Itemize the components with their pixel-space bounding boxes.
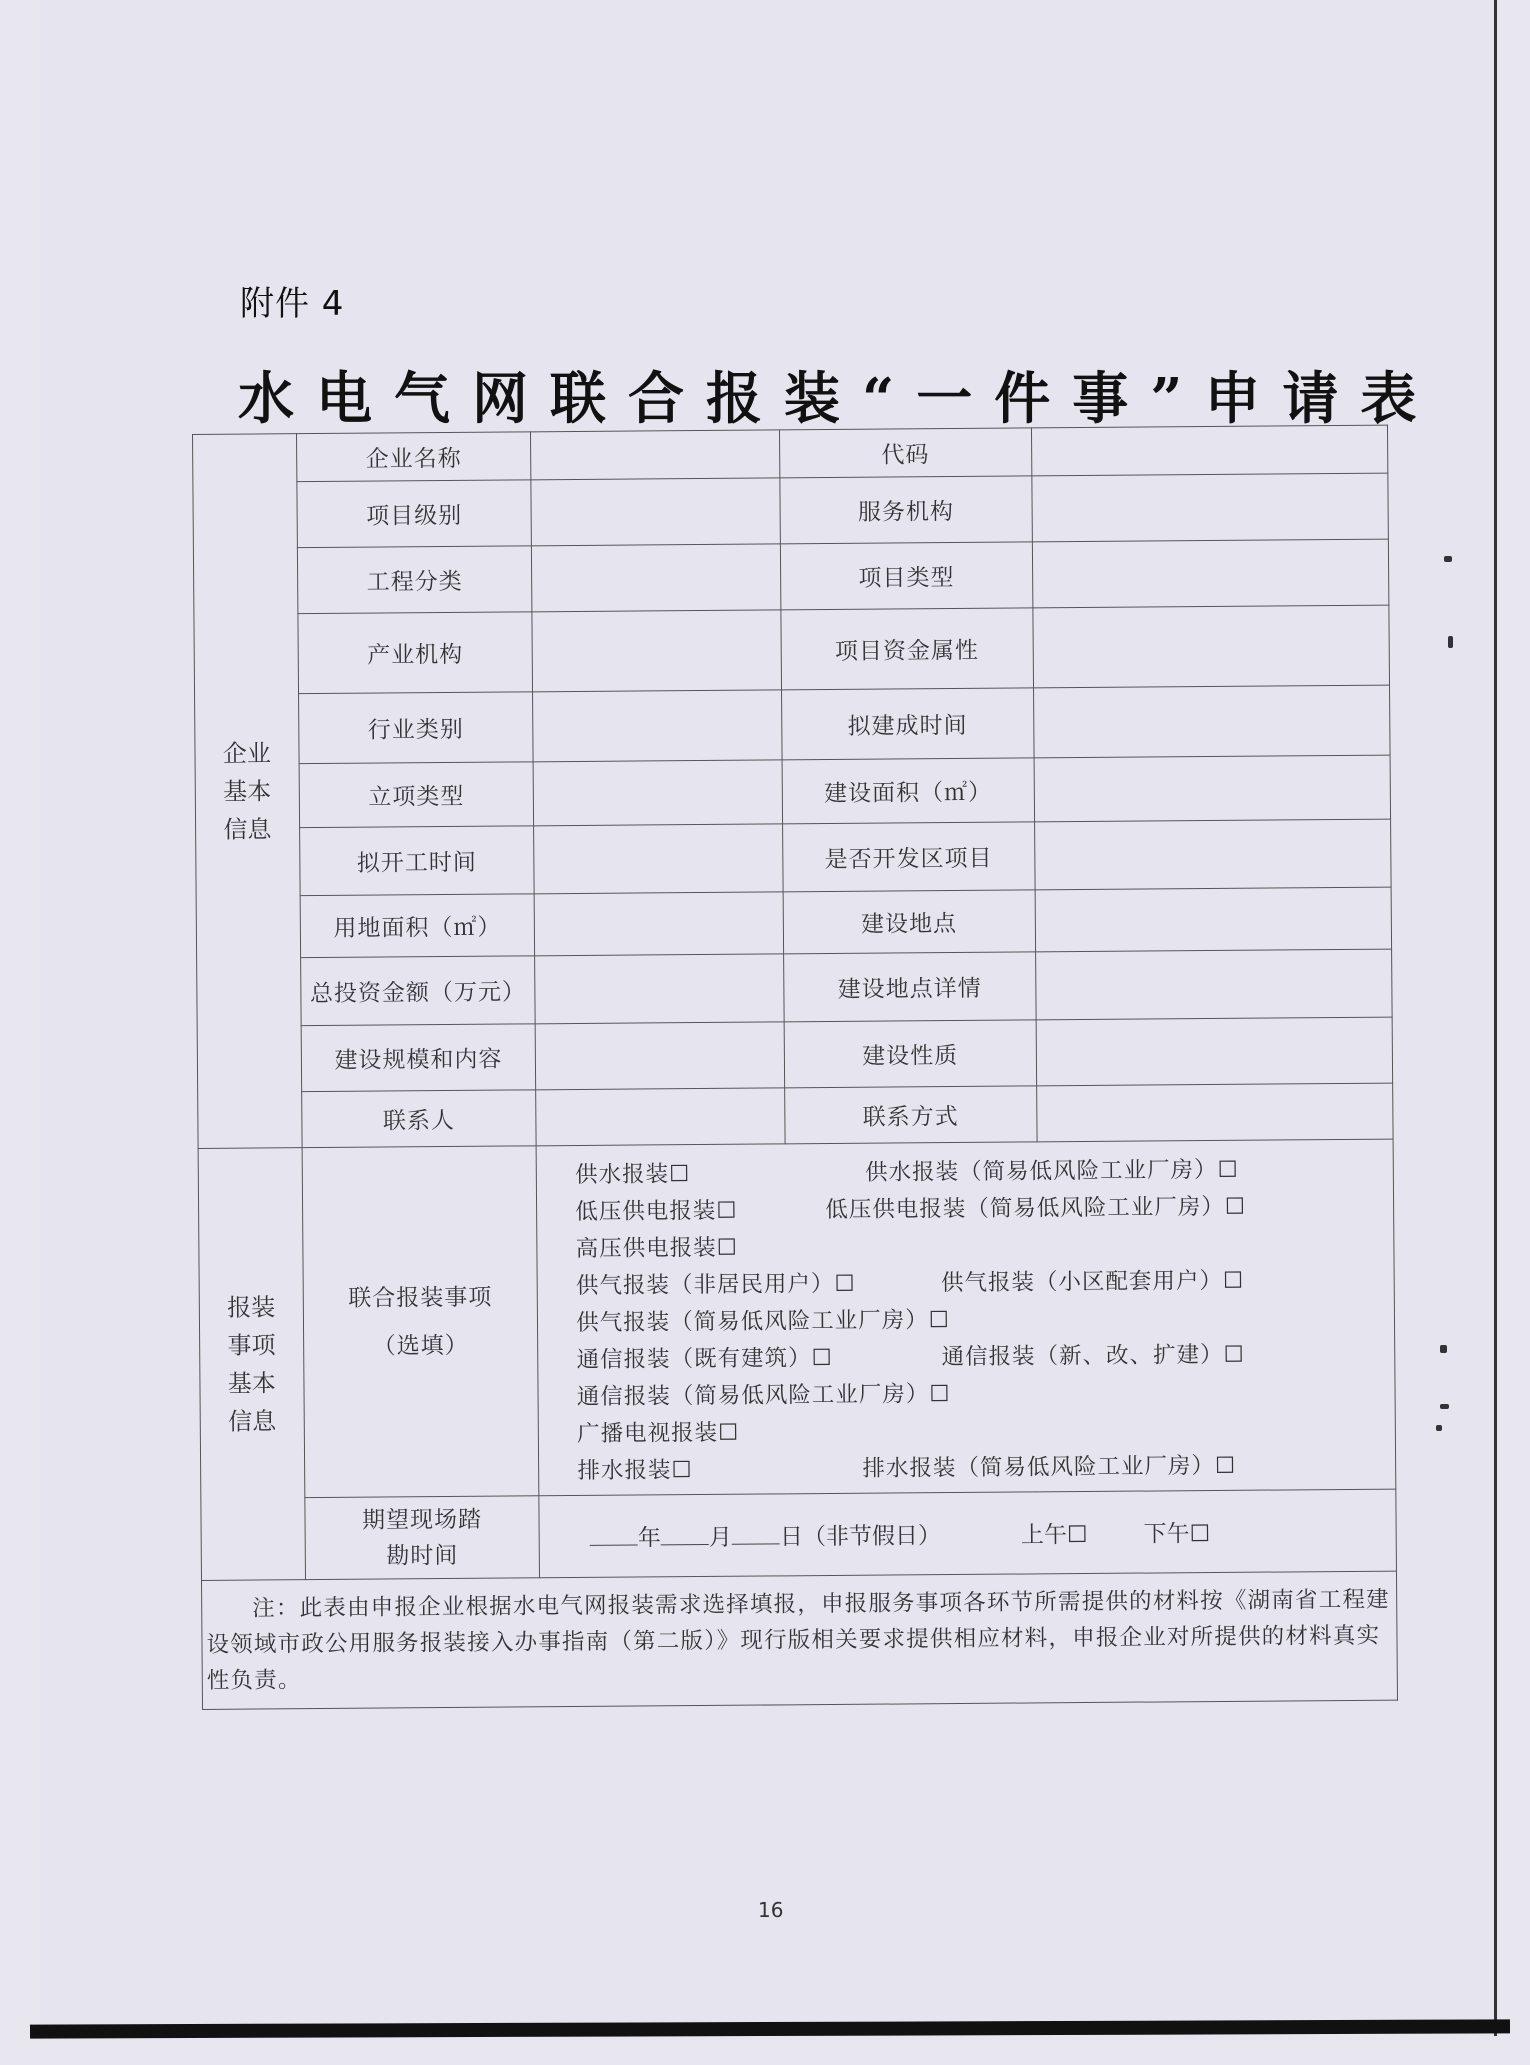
option-checkbox[interactable]: 排水报装☐ (577, 1456, 693, 1484)
field-value-input[interactable] (533, 760, 782, 826)
table-row (198, 1083, 1393, 1148)
table-row (201, 1489, 1397, 1580)
option-checkbox[interactable]: 高压供电报装☐ (575, 1234, 738, 1262)
table-row (197, 949, 1392, 1026)
apply-items-optional: （选填） (372, 1332, 469, 1360)
field-label: 建设规模和内容 (301, 1024, 536, 1092)
section-label-line: 信息 (223, 814, 272, 844)
field-label: 是否开发区项目 (782, 822, 1035, 892)
section-label-line: 企业 (222, 738, 271, 768)
field-value-input[interactable] (535, 954, 784, 1024)
option-checkbox[interactable]: 通信报装（新、改、扩建）☐ (941, 1341, 1245, 1370)
field-label: 项目类型 (780, 542, 1033, 610)
field-label: 服务机构 (779, 476, 1032, 544)
field-label: 总投资金额（万元） (300, 956, 535, 1026)
survey-time-label-line: 勘时间 (386, 1542, 459, 1570)
year-input[interactable] (590, 1527, 638, 1546)
option-checkbox[interactable]: 供气报装（小区配套用户）☐ (940, 1267, 1245, 1296)
option-row (577, 1407, 1395, 1450)
field-label: 拟建成时间 (781, 688, 1034, 760)
field-label: 立项类型 (299, 762, 534, 828)
field-value-input[interactable] (1036, 949, 1393, 1020)
option-checkbox[interactable]: 排水报装（简易低风险工业厂房）☐ (862, 1452, 1237, 1482)
table-row (202, 1571, 1398, 1709)
option-checkbox[interactable]: 通信报装（简易低风险工业厂房）☐ (576, 1380, 951, 1410)
field-value-input[interactable] (1032, 539, 1389, 608)
scan-edge-right (1494, 0, 1497, 2036)
option-checkbox[interactable]: 广播电视报装☐ (577, 1419, 740, 1447)
section-label-line: 信息 (228, 1406, 277, 1436)
option-checkbox[interactable]: 供水报装☐ (574, 1160, 691, 1188)
form-note: 注：此表由申报企业根据水电气网报装需求选择填报，申报服务事项各环节所需提供的材料按《湖南省工程建设领域市政公用服务报装接入办事指南（第二版）》现行版相关要求提供相应材料，申报企业对所提供的材料真实性负责。 (202, 1571, 1398, 1709)
option-row (575, 1222, 1393, 1265)
field-label: 拟开工时间 (299, 826, 534, 896)
field-label: 建设地点 (783, 890, 1036, 954)
field-label: 联系人 (301, 1090, 536, 1148)
option-row (575, 1185, 1393, 1228)
field-value-input[interactable] (534, 824, 783, 894)
field-value-input[interactable] (1037, 1083, 1393, 1142)
option-row (576, 1333, 1394, 1376)
field-label: 产业机构 (298, 612, 533, 694)
field-value-input[interactable] (1035, 887, 1391, 952)
afternoon-checkbox[interactable]: 下午☐ (1143, 1521, 1211, 1548)
field-label: 联系方式 (784, 1086, 1037, 1144)
survey-time-fields (539, 1489, 1396, 1578)
option-checkbox[interactable]: 低压供电报装☐ (575, 1197, 738, 1225)
field-label: 建设地点详情 (783, 952, 1036, 1022)
field-label: 代码 (779, 428, 1032, 478)
field-value-input[interactable] (1034, 755, 1391, 822)
field-value-input[interactable] (536, 1088, 785, 1146)
page-number: 16 (758, 1898, 784, 1922)
scan-speck (1448, 636, 1453, 648)
field-value-input[interactable] (532, 610, 781, 692)
option-checkbox[interactable]: 供水报装（简易低风险工业厂房）☐ (864, 1156, 1239, 1186)
table-row (193, 539, 1388, 614)
day-label: 日（非节假日） (779, 1523, 942, 1551)
field-value-input[interactable] (532, 544, 781, 612)
table-row (196, 887, 1391, 958)
field-label: 用地面积（㎡） (300, 894, 535, 958)
scan-speck (1436, 1425, 1442, 1431)
table-row (193, 473, 1388, 548)
option-row (575, 1148, 1393, 1191)
option-checkbox[interactable]: 低压供电报装（简易低风险工业厂房）☐ (825, 1193, 1247, 1223)
apply-options-group (536, 1139, 1395, 1496)
apply-items-title: 联合报装事项 (348, 1284, 493, 1312)
option-row (576, 1259, 1394, 1302)
option-row (577, 1444, 1395, 1487)
field-label: 工程分类 (297, 546, 532, 614)
spacer (941, 1543, 1021, 1544)
month-input[interactable] (661, 1526, 709, 1545)
scan-speck (1440, 1404, 1449, 1409)
section-label-line: 事项 (227, 1330, 276, 1360)
option-checkbox[interactable]: 供气报装（非居民用户）☐ (575, 1270, 856, 1299)
field-value-input[interactable] (534, 892, 783, 956)
table-row (195, 755, 1390, 828)
attachment-label: 附件 4 (240, 284, 345, 324)
field-value-input[interactable] (1031, 425, 1387, 476)
section-label-basic-info (193, 434, 302, 1149)
field-value-input[interactable] (535, 1022, 784, 1090)
survey-time-label (305, 1496, 540, 1580)
field-value-input[interactable] (531, 430, 780, 480)
field-value-input[interactable] (1035, 819, 1392, 890)
field-label: 项目级别 (297, 480, 532, 548)
option-checkbox[interactable]: 通信报装（既有建筑）☐ (576, 1344, 833, 1373)
apply-items-label (302, 1146, 539, 1498)
field-value-input[interactable] (1034, 685, 1391, 758)
table-row (195, 685, 1391, 764)
scan-speck (1444, 556, 1452, 562)
field-value-input[interactable] (533, 690, 782, 762)
section-label-line: 基本 (223, 776, 272, 806)
field-value-input[interactable] (1032, 473, 1389, 542)
field-value-input[interactable] (1036, 1017, 1393, 1086)
section-label-line: 基本 (227, 1368, 276, 1398)
month-label: 月 (708, 1524, 733, 1551)
table-row (194, 605, 1390, 694)
table-row (197, 1017, 1392, 1092)
field-value-input[interactable] (531, 478, 780, 546)
page-title: 水电气网联合报装“一件事”申请表 (238, 366, 1439, 432)
table-row (198, 1139, 1396, 1498)
field-label: 项目资金属性 (780, 608, 1033, 690)
section-label-line: 报装 (227, 1292, 276, 1322)
day-input[interactable] (732, 1525, 780, 1544)
field-value-input[interactable] (1033, 605, 1390, 688)
field-label: 建设性质 (784, 1020, 1037, 1088)
field-label: 建设面积（㎡） (782, 758, 1035, 824)
survey-time-label-line: 期望现场踏 (361, 1506, 483, 1534)
option-checkbox[interactable]: 供气报装（简易低风险工业厂房）☐ (576, 1306, 951, 1336)
field-label: 企业名称 (296, 432, 531, 482)
scan-speck (1440, 1345, 1447, 1353)
morning-checkbox[interactable]: 上午☐ (1020, 1522, 1088, 1549)
table-row (196, 819, 1391, 896)
field-label: 行业类别 (298, 692, 533, 764)
option-row (577, 1370, 1395, 1413)
option-row (576, 1296, 1394, 1339)
application-form-table (192, 425, 1398, 1710)
year-label: 年 (637, 1525, 662, 1552)
section-label-apply-info (198, 1148, 305, 1581)
